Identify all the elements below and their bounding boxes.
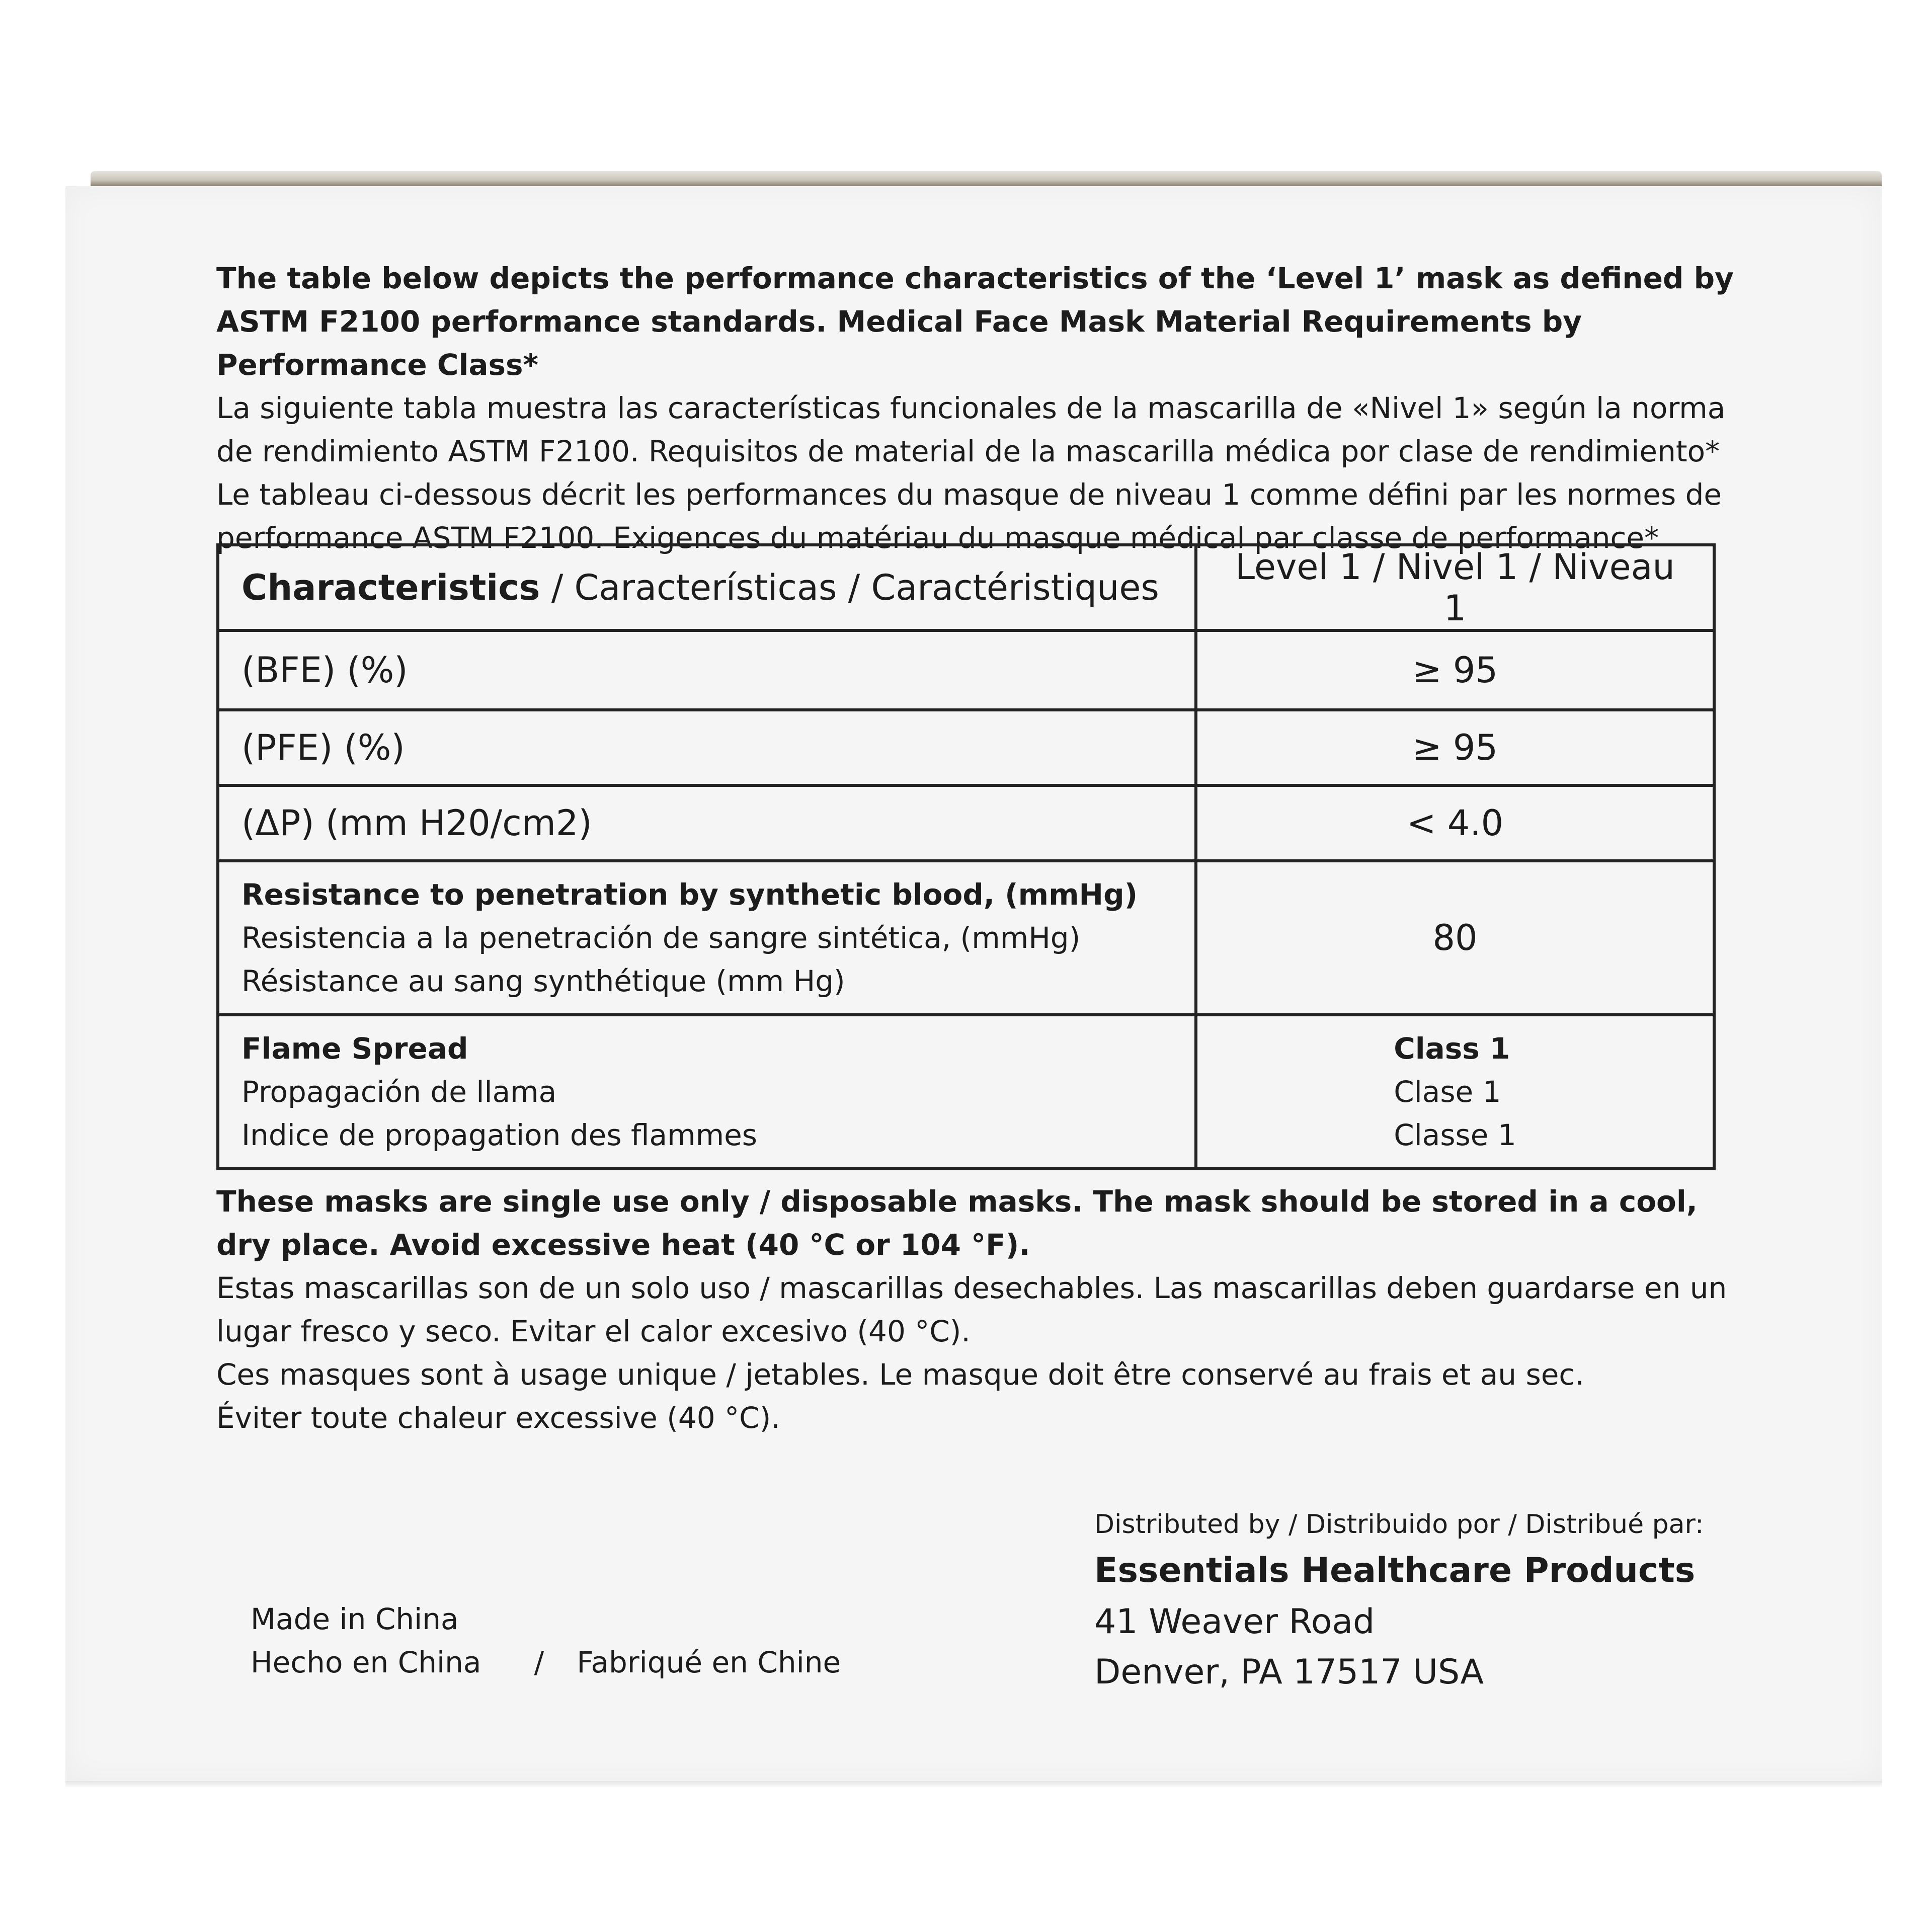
row-value-bfe: ≥ 95 [1196, 630, 1714, 710]
usage-text [216, 1180, 1746, 1439]
flame-label-fr: Indice de propagation des flammes [242, 1118, 757, 1152]
origin-row-2 [251, 1641, 841, 1684]
distributor-label: Distributed by / Distribuido por / Distribué par: [1094, 1509, 1704, 1540]
row-label-pfe: (PFE) (%) [218, 710, 1196, 785]
table-row [218, 861, 1714, 1015]
distributor-address-line1: 41 Weaver Road [1094, 1602, 1375, 1642]
intro-english: The table below depicts the performance characteristics of the ‘Level 1’ mask as defined by ASTM F2100 performance standards. Medical Face Mask Material Requirements by Performance Class* [216, 261, 1734, 382]
flame-class-values [1394, 1027, 1516, 1157]
row-label-blood [218, 861, 1196, 1015]
table-row [218, 1015, 1714, 1169]
row-value-blood: 80 [1196, 861, 1714, 1015]
intro-spanish: La siguiente tabla muestra las características funcionales de la mascarilla de «Nivel 1» según la norma de rendimiento ASTM F2100. Requisitos de material de la mascarilla médica por clase de rendimiento* [216, 391, 1726, 468]
origin-french: Fabriqué en Chine [577, 1645, 841, 1679]
flame-label-en: Flame Spread [242, 1031, 468, 1066]
distributor-address-line2: Denver, PA 17517 USA [1094, 1652, 1484, 1692]
row-value-pfe: ≥ 95 [1196, 710, 1714, 785]
flame-value-fr: Classe 1 [1394, 1118, 1516, 1152]
header-characteristics [218, 545, 1196, 630]
row-label-flame [218, 1015, 1196, 1169]
intro-french: Le tableau ci-dessous décrit les performances du masque de niveau 1 comme défini par les normes de performance ASTM F2100. Exigences du matériau du masque médical par classe de performance* [216, 477, 1722, 555]
flame-label-es: Propagación de llama [242, 1075, 557, 1109]
distributor-company: Essentials Healthcare Products [1094, 1551, 1696, 1590]
performance-table [216, 543, 1716, 1170]
origin-spanish: Hecho en China [251, 1645, 481, 1679]
blood-label-fr: Résistance au sang synthétique (mm Hg) [242, 964, 845, 998]
usage-english: These masks are single use only / disposable masks. The mask should be stored in a cool, dry place. Avoid excessive heat (40 °C or 104 °F). [216, 1184, 1698, 1262]
origin-separator: / [534, 1645, 544, 1679]
blood-label-en: Resistance to penetration by synthetic blood, (mmHg) [242, 877, 1138, 912]
usage-french-line2: Éviter toute chaleur excessive (40 °C). [216, 1401, 780, 1435]
flame-value-en: Class 1 [1394, 1031, 1510, 1066]
intro-text [216, 257, 1746, 559]
row-label-bfe: (BFE) (%) [218, 630, 1196, 710]
box-bottom-edge [65, 1781, 1882, 1788]
table-header-row [218, 545, 1714, 630]
flame-value-es: Clase 1 [1394, 1075, 1501, 1109]
row-value-pressure: < 4.0 [1196, 785, 1714, 861]
table-row [218, 630, 1714, 710]
row-value-flame [1196, 1015, 1714, 1169]
distributor-block [1094, 1504, 1704, 1698]
table-row [218, 785, 1714, 861]
origin-english: Made in China [251, 1602, 459, 1636]
row-label-pressure: (ΔP) (mm H20/cm2) [218, 785, 1196, 861]
header-characteristics-bold: Characteristics [242, 567, 540, 608]
header-characteristics-rest: / Características / Caractéristiques [540, 567, 1159, 608]
box-top-edge [91, 171, 1882, 186]
usage-spanish: Estas mascarillas son de un solo uso / mascarillas desechables. Las mascarillas deben guardarse en un lugar fresco y seco. Evitar el calor excesivo (40 °C). [216, 1271, 1727, 1348]
header-level: Level 1 / Nivel 1 / Niveau 1 [1196, 545, 1714, 630]
blood-label-es: Resistencia a la penetración de sangre sintética, (mmHg) [242, 921, 1081, 955]
table-row [218, 710, 1714, 785]
country-of-origin [251, 1597, 841, 1684]
usage-french-line1: Ces masques sont à usage unique / jetables. Le masque doit être conservé au frais et au sec. [216, 1357, 1584, 1392]
